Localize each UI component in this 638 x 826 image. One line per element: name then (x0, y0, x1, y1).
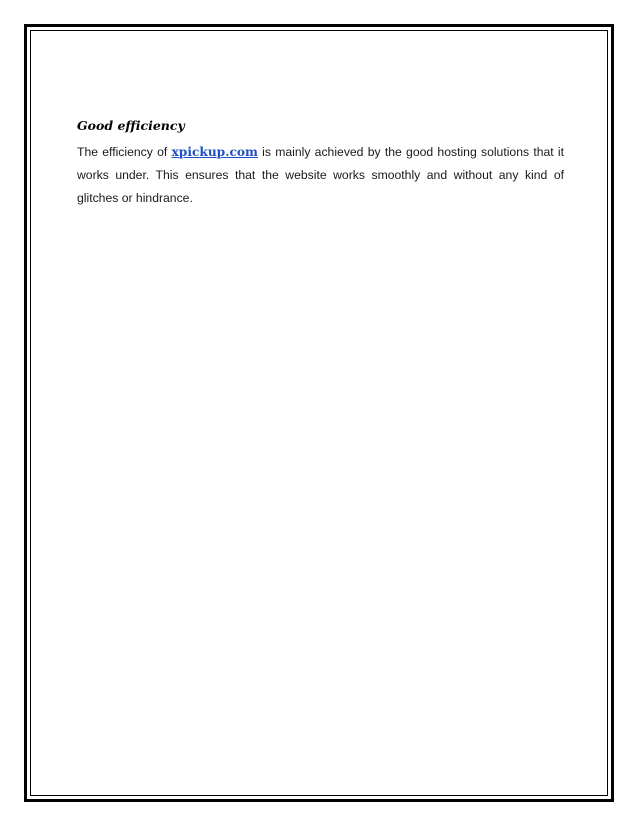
section-paragraph (77, 141, 564, 210)
document-content (77, 117, 564, 210)
section-heading: Good efficiency (77, 118, 185, 133)
paragraph-text-before: The efficiency of (77, 145, 172, 159)
xpickup-link[interactable]: xpickup.com (171, 145, 258, 159)
paragraph-text-after: is mainly achieved by the good hosting solutions that it works under. This ensures that the website works smoothly and without any kind of glitches or hindrance. (77, 145, 565, 205)
